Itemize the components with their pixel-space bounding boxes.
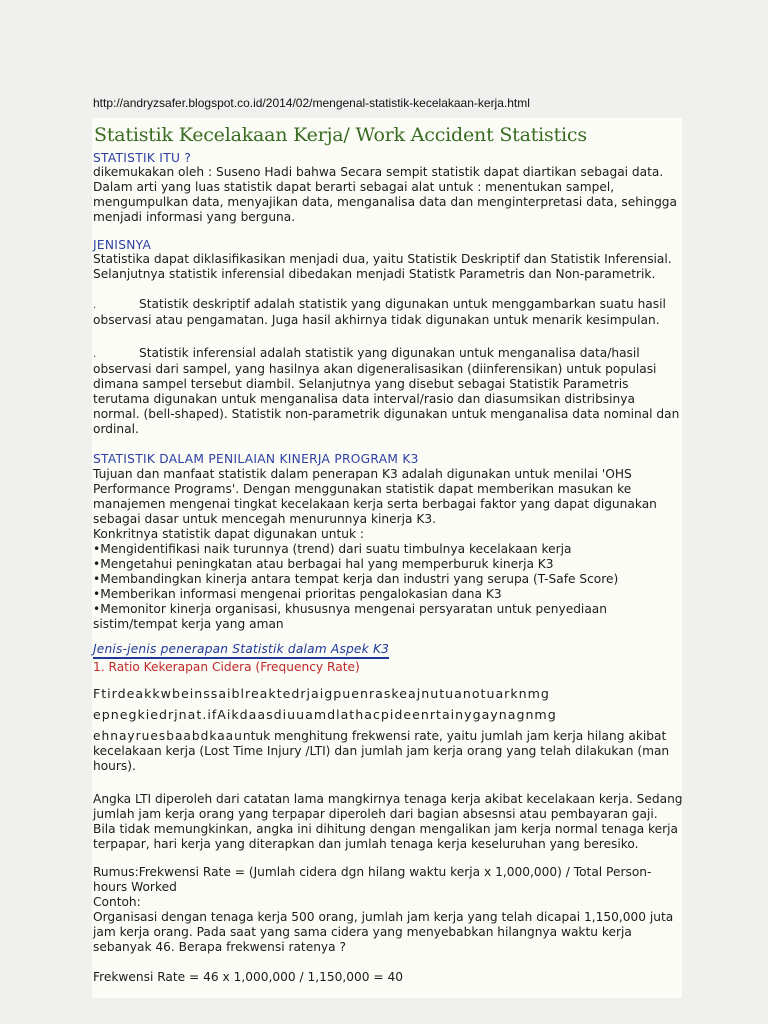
garbled-text-line-1: Ftirdeakkwbeinssaiblreaktedrjaigpuenraskeajnutuanotuarknmg [93, 686, 550, 701]
paragraph-k3: Tujuan dan manfaat statistik dalam penerapan K3 adalah digunakan untuk menilai 'OHS Performance Programs'. Dengan menggunakan statistik dapat memberikan masukan ke manajemen mengenai tingkat kecelakaan kerja serta berbagai faktor yang dapat digunakan sebagai dasar untuk mencegah menurunnya kinerja K3. [93, 467, 657, 526]
inferensial-text: Statistik inferensial adalah statistik yang digunakan untuk menganalisa data/hasil observasi dari sampel, yang hasilnya akan digeneralisasikan (diinferensikan) untuk populasi dimana sampel tersebut diambil. Selanjutnya yang disebut sebagai Statistik Parametris terutama digunakan untuk menganalisa data interval/rasio dan diasumsikan distribsinya normal. (bell-shaped). Statistik non-parametrik digunakan untuk menganalisa data nominal dan ordinal. [93, 346, 680, 436]
paragraph-frequency-rate [93, 729, 683, 774]
list-item: • Memberikan informasi mengenai prioritas pengalokasian dana K3 [93, 587, 683, 602]
formula-frequency-rate: Rumus:Frekwensi Rate = (Jumlah cidera dgn hilang waktu kerja x 1,000,000) / Total Person-hours Worked [93, 865, 652, 894]
indent-marker: . [93, 349, 97, 360]
paragraph-contoh: Organisasi dengan tenaga kerja 500 orang, jumlah jam kerja yang telah dicapai 1,150,000 juta jam kerja orang. Pada saat yang sama cidera yang menyebabkan hilangnya waktu kerja sebanyak 46. Berapa frekwensi ratenya ? [93, 910, 674, 954]
garbled-text-prefix: ehnayruesbaabdkaau [93, 729, 243, 743]
result-frequency-rate: Frekwensi Rate = 46 x 1,000,000 / 1,150,000 = 40 [93, 970, 403, 984]
list-item: • Membandingkan kinerja antara tempat kerja dan industri yang serupa (T-Safe Score) [93, 572, 683, 587]
heading-statistik-itu: STATISTIK ITU ? [93, 151, 192, 165]
paragraph-statistik-itu: dikemukakan oleh : Suseno Hadi bahwa Secara sempit statistik dapat diartikan sebagai data. Dalam arti yang luas statistik dapat berarti sebagai alat untuk : menentukan sampel, mengumpulkan data, menyajikan data, menganalisa data dan menginterpretasi data, sehingga menjadi informasi yang berguna. [93, 165, 678, 224]
article-content [92, 118, 682, 998]
indent-marker: . [93, 300, 97, 311]
paragraph-deskriptif [93, 297, 683, 328]
list-item: • Memonitor kinerja organisasi, khususnya mengenai persyaratan untuk penyediaan sistim/tempat kerja yang aman [93, 602, 683, 632]
contoh-label: Contoh: [93, 895, 141, 909]
k3-konkrit-line: Konkritnya statistik dapat digunakan untuk : [93, 527, 365, 541]
heading-jenis-penerapan-link[interactable]: Jenis-jenis penerapan Statistik dalam Aspek K3 [93, 642, 389, 659]
source-url: http://andryzsafer.blogspot.co.id/2014/02/mengenal-statistik-kecelakaan-kerja.html [93, 96, 530, 110]
heading-k3: STATISTIK DALAM PENILAIAN KINERJA PROGRAM K3 [93, 452, 419, 466]
list-item: • Mengetahui peningkatan atau berbagai hal yang memperburuk kinerja K3 [93, 557, 683, 572]
paragraph-lti: Angka LTI diperoleh dari catatan lama mangkirnya tenaga kerja akibat kecelakaan kerja. Sedang jumlah jam kerja orang yang terpapar diperoleh dari bagian absesnsi atau pembayaran gaji. Bila tidak memungkinkan, angka ini dihitung dengan mengalikan jam kerja normal tenaga kerja terpapar, hari kerja yang diterapkan dan jumlah tenaga kerja keseluruhan yang beresiko. [93, 792, 683, 851]
article-title: Statistik Kecelakaan Kerja/ Work Accident Statistics [94, 124, 587, 146]
heading-jenisnya: JENISNYA [93, 238, 152, 252]
paragraph-jenisnya: Statistika dapat diklasifikasikan menjadi dua, yaitu Statistik Deskriptif dan Statistik Inferensial. Selanjutnya statistik inferensial dibedakan menjadi Statistk Parametris dan Non-parametrik. [93, 252, 672, 281]
paragraph-inferensial [93, 346, 683, 437]
frequency-rate-text: ntuk menghitung frekwensi rate, yaitu jumlah jam kerja hilang akibat kecelakaan kerja (Lost Time Injury /LTI) dan jumlah jam kerja orang yang telah dilakukan (man hours). [93, 729, 670, 773]
deskriptif-text: Statistik deskriptif adalah statistik yang digunakan untuk menggambarkan suatu hasil observasi atau pengamatan. Juga hasil akhirnya tidak digunakan untuk menarik kesimpulan. [93, 297, 666, 327]
k3-bullet-list [93, 542, 683, 632]
heading-ratio-kekerapan: 1. Ratio Kekerapan Cidera (Frequency Rate) [93, 660, 360, 674]
list-item: • Mengidentifikasi naik turunnya (trend) dari suatu timbulnya kecelakaan kerja [93, 542, 683, 557]
garbled-text-line-2: epnegkiedrjnat.ifAikdaasdiuuamdlathacpideenrtainygaynagnmg [93, 707, 557, 722]
